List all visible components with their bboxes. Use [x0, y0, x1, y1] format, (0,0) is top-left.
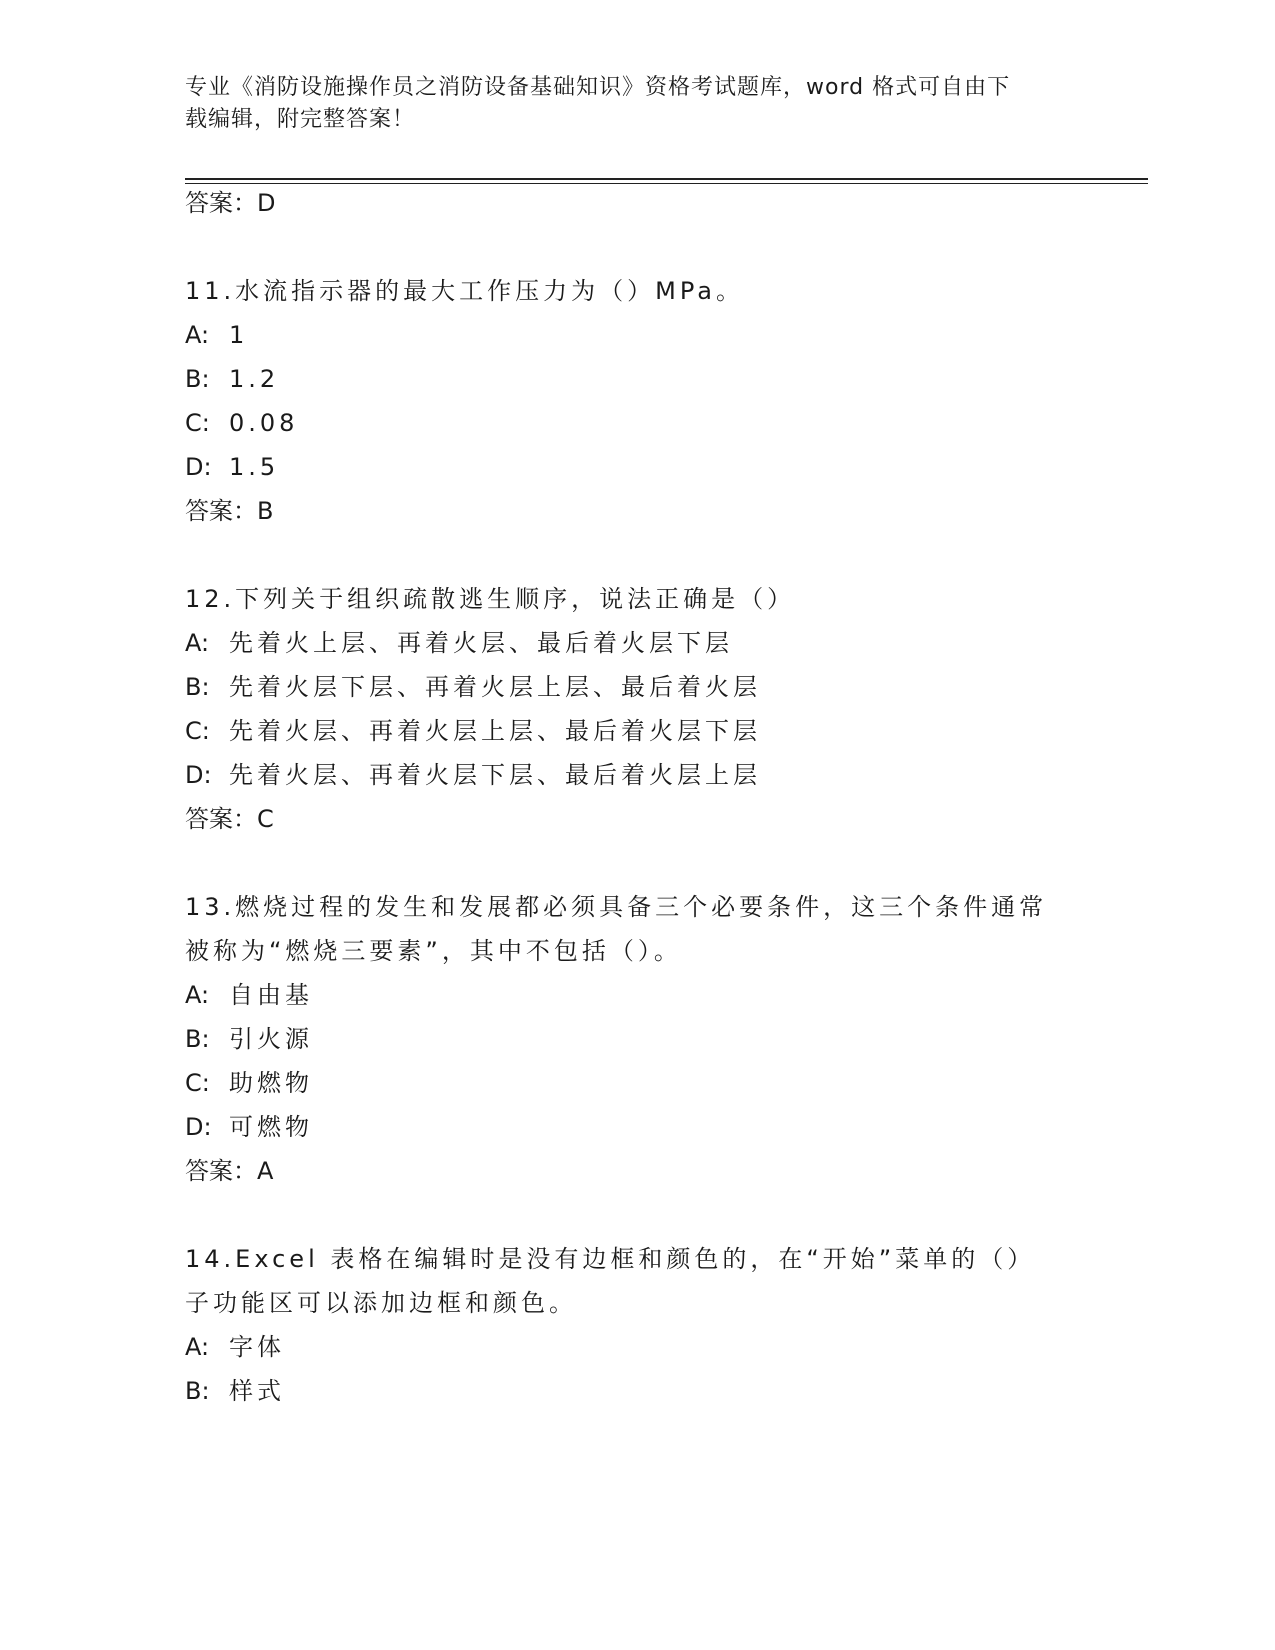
- question-12-text: 12.下列关于组织疏散逃生顺序，说法正确是（）: [185, 585, 796, 613]
- option-label: D:: [185, 1113, 212, 1141]
- option-text: 1: [229, 321, 249, 349]
- option-text: 可燃物: [229, 1113, 313, 1141]
- question-14-option-a: [185, 1332, 285, 1362]
- option-label: C:: [185, 1069, 210, 1097]
- option-text: 字体: [229, 1333, 285, 1361]
- option-label: D:: [185, 453, 212, 481]
- question-14-option-b: [185, 1376, 285, 1406]
- answer-q10: 答案：D: [185, 189, 276, 217]
- option-text: 先着火层下层、再着火层上层、最后着火层: [229, 673, 761, 701]
- question-12-option-a: [185, 628, 733, 658]
- question-11-option-d: [185, 452, 279, 482]
- option-text: 引火源: [229, 1025, 313, 1053]
- question-11-text: 11.水流指示器的最大工作压力为（）MPa。: [185, 277, 744, 305]
- option-text: 1.5: [229, 453, 280, 481]
- option-label: B:: [185, 1377, 210, 1405]
- question-12-option-d: [185, 760, 761, 790]
- option-text: 1.2: [229, 365, 280, 393]
- option-text: 0.08: [229, 409, 299, 437]
- question-11-option-c: [185, 408, 298, 438]
- option-label: B:: [185, 365, 210, 393]
- option-label: D:: [185, 761, 212, 789]
- question-12-option-b: [185, 672, 761, 702]
- question-13-option-a: [185, 980, 313, 1010]
- question-13-text-line-2: 被称为“燃烧三要素”，其中不包括（）。: [185, 937, 682, 965]
- option-text: 自由基: [229, 981, 313, 1009]
- question-13-text-line-1: 13.燃烧过程的发生和发展都必须具备三个必要条件，这三个条件通常: [185, 893, 1048, 921]
- option-label: A:: [185, 1333, 210, 1361]
- option-label: B:: [185, 1025, 210, 1053]
- question-11-option-a: [185, 320, 248, 350]
- option-label: A:: [185, 321, 210, 349]
- header-line-1: 专业《消防设施操作员之消防设备基础知识》资格考试题库，word 格式可自由下: [185, 75, 1011, 100]
- question-13-option-c: [185, 1068, 313, 1098]
- option-text: 先着火层、再着火层上层、最后着火层下层: [229, 717, 761, 745]
- option-text: 样式: [229, 1377, 285, 1405]
- option-text: 先着火上层、再着火层、最后着火层下层: [229, 629, 733, 657]
- question-12-option-c: [185, 716, 761, 746]
- answer-q12: 答案：C: [185, 805, 274, 833]
- header-divider-thick: [185, 178, 1148, 180]
- answer-q13: 答案：A: [185, 1157, 274, 1185]
- option-label: A:: [185, 981, 210, 1009]
- option-label: C:: [185, 717, 210, 745]
- option-label: A:: [185, 629, 210, 657]
- header-line-2: 载编辑，附完整答案！: [185, 107, 416, 132]
- question-14-text-line-2: 子功能区可以添加边框和颜色。: [185, 1289, 577, 1317]
- question-11-option-b: [185, 364, 279, 394]
- question-13-option-b: [185, 1024, 313, 1054]
- header-divider-thin: [185, 183, 1148, 184]
- option-label: B:: [185, 673, 210, 701]
- question-13-option-d: [185, 1112, 313, 1142]
- option-text: 助燃物: [229, 1069, 313, 1097]
- document-header: [185, 72, 1065, 136]
- answer-q11: 答案：B: [185, 497, 274, 525]
- option-label: C:: [185, 409, 210, 437]
- option-text: 先着火层、再着火层下层、最后着火层上层: [229, 761, 761, 789]
- question-14-text-line-1: 14.Excel 表格在编辑时是没有边框和颜色的，在“开始”菜单的（）: [185, 1245, 1036, 1273]
